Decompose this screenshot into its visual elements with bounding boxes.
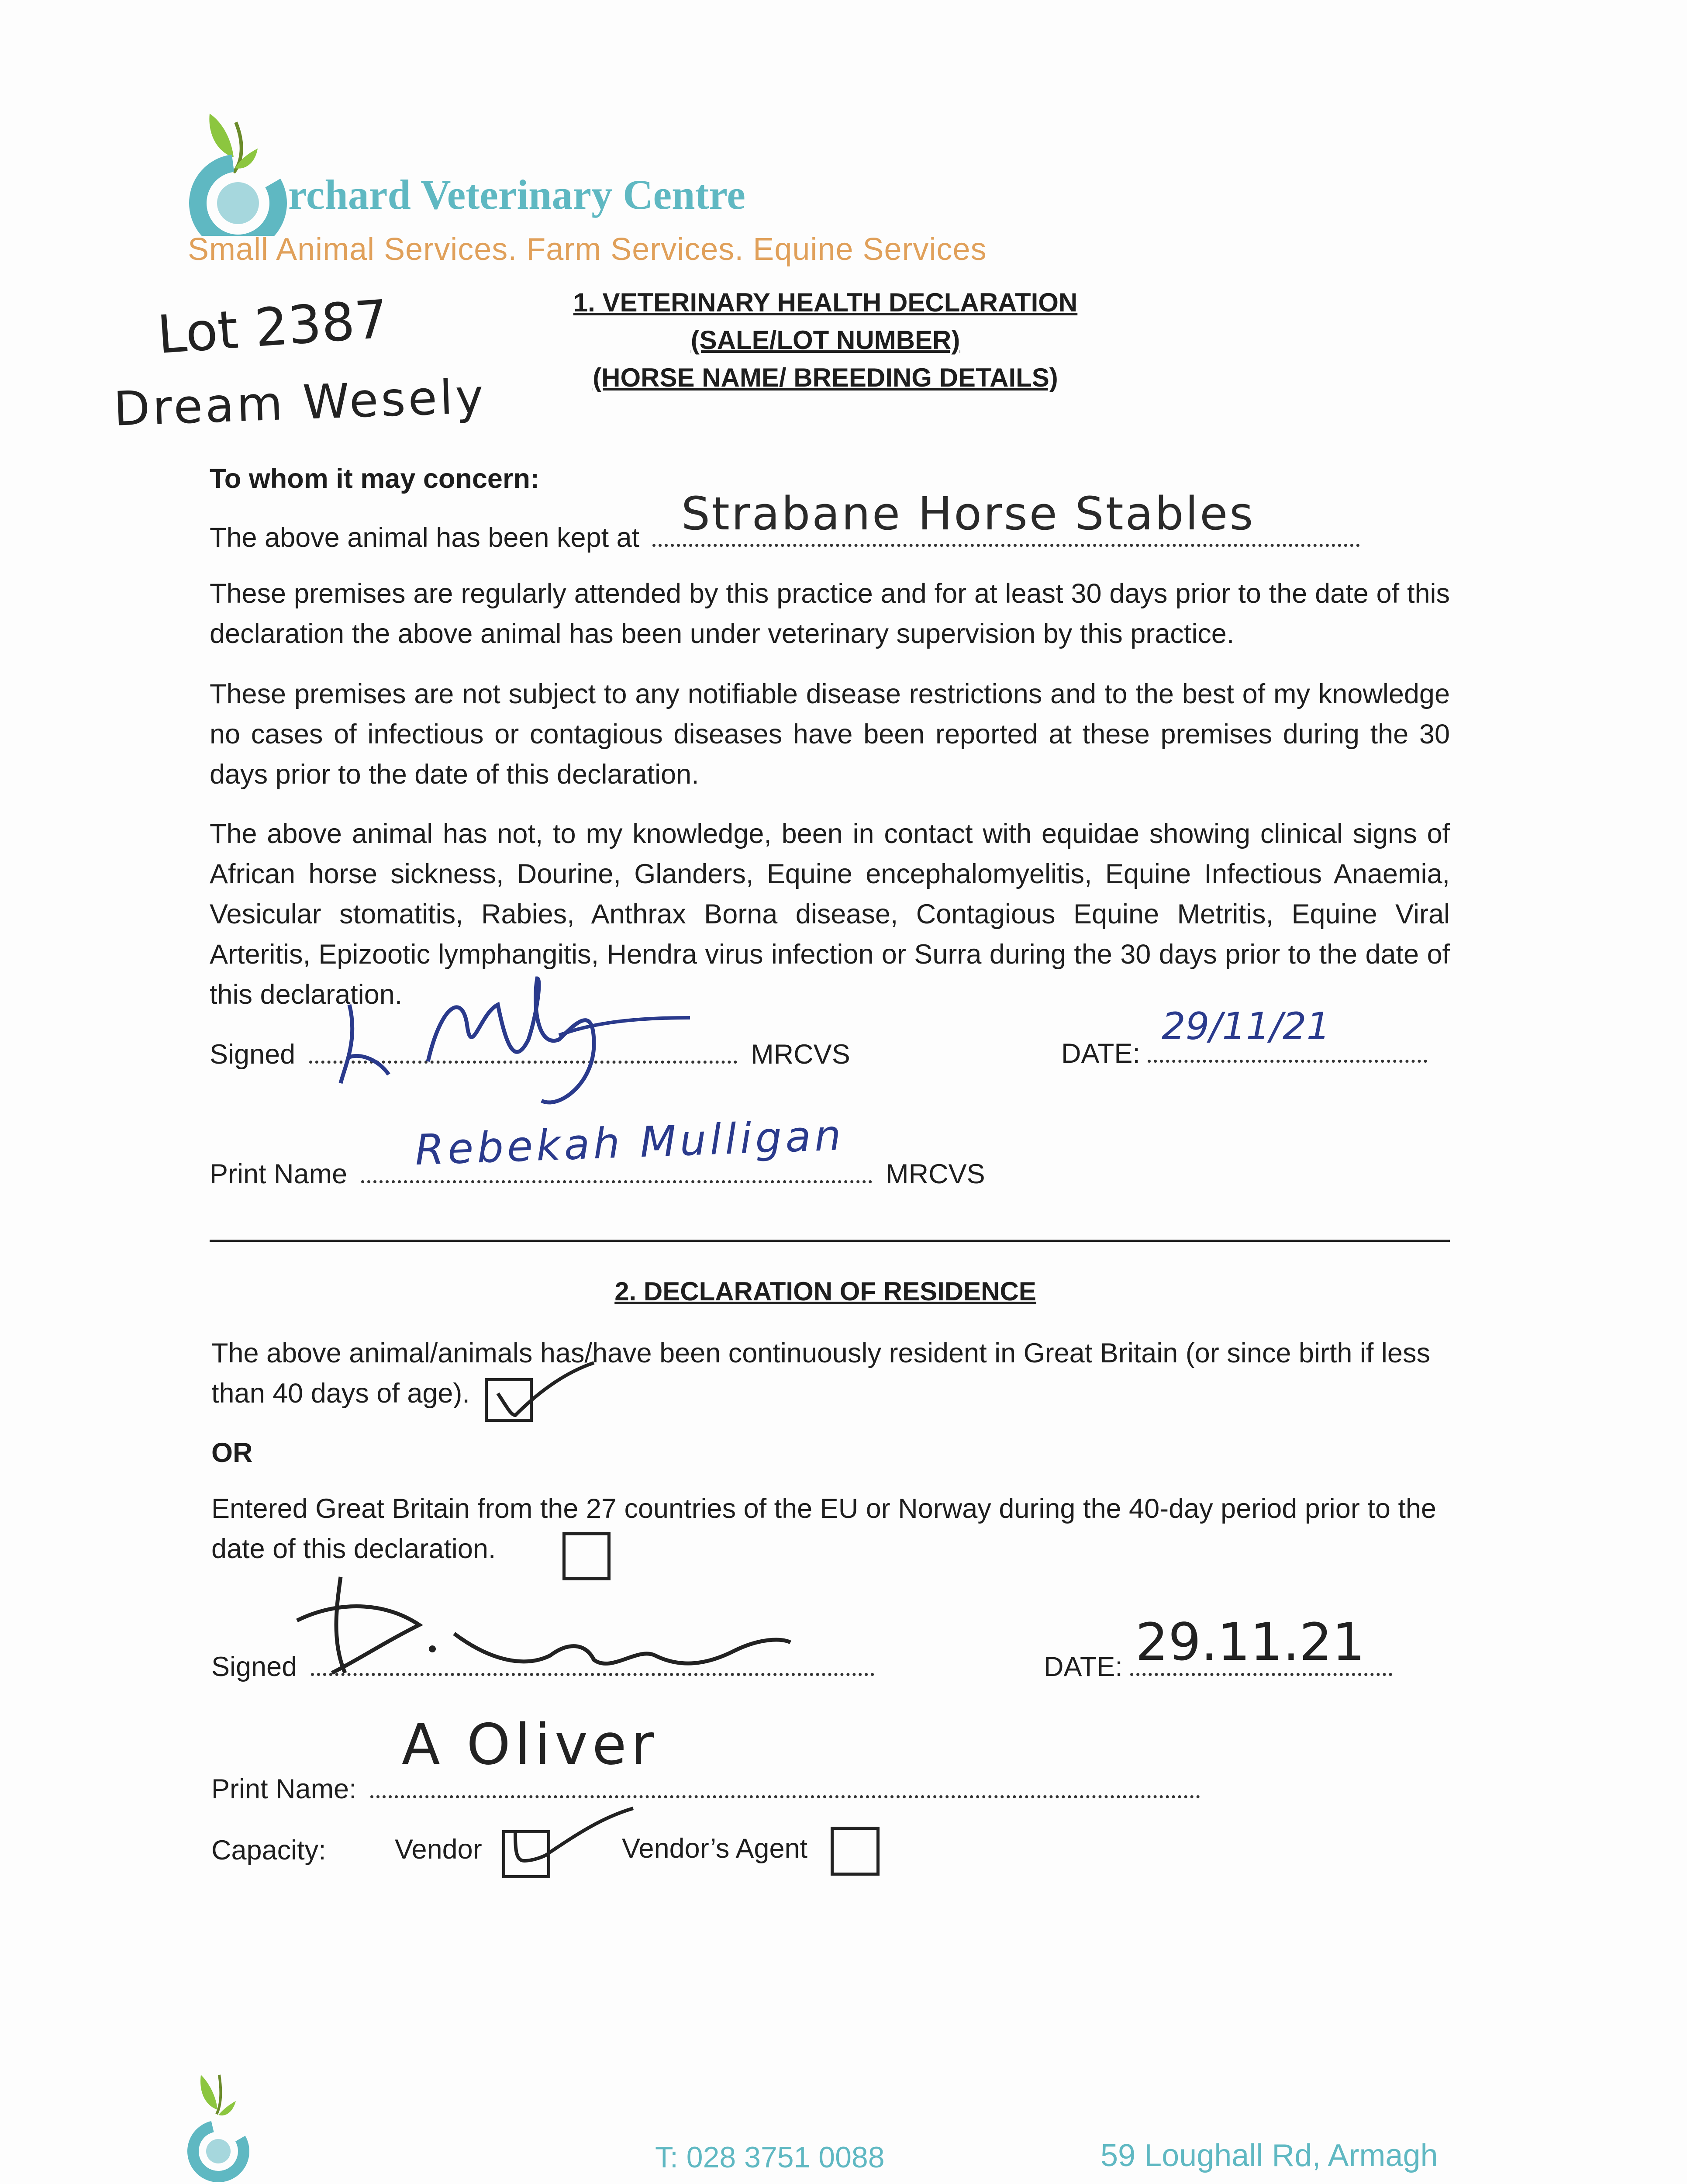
kept-at-value: Strabane Horse Stables <box>681 487 1255 540</box>
apple-leaf-logo-icon <box>183 96 293 236</box>
vet-signed-suffix: MRCVS <box>751 1039 850 1070</box>
vendor-label: Vendor <box>395 1834 482 1865</box>
paragraph-supervision: These premises are regularly attended by this practice and for at least 30 days prior to the date of this declaration the above animal has been under veterinary supervision by this practice. <box>210 578 1450 649</box>
kept-at-dots <box>652 544 1360 547</box>
brand-name: rchard Veterinary Centre <box>288 171 745 218</box>
vet-date-value: 29/11/21 <box>1162 1005 1331 1048</box>
section2-title: 2. DECLARATION OF RESIDENCE <box>614 1277 1036 1306</box>
vendor-date-label: DATE: <box>1044 1652 1123 1682</box>
section1-subtitle-lot: (SALE/LOT NUMBER) <box>690 325 960 355</box>
vet-print-suffix: MRCVS <box>886 1159 985 1189</box>
section1-title: 1. VETERINARY HEALTH DECLARATION <box>573 288 1078 317</box>
brand-tagline: Small Animal Services. Farm Services. Equine Services <box>188 232 987 267</box>
vet-date-dots <box>1148 1060 1427 1063</box>
footer-phone: T: 028 3751 0088 <box>655 2141 885 2174</box>
section-divider <box>210 1240 1450 1242</box>
vendor-print-value: A Oliver <box>402 1712 659 1777</box>
vet-date-label: DATE: <box>1061 1038 1140 1069</box>
residence-option-continuous: The above animal/animals has/have been continuously resident in Great Britain (or since birth if less than 40 days of age). <box>211 1338 1430 1409</box>
vet-print-dots <box>361 1180 872 1183</box>
section1-subtitle-horse: (HORSE NAME/ BREEDING DETAILS) <box>593 363 1058 392</box>
vet-print-label: Print Name <box>210 1159 348 1189</box>
or-label: OR <box>211 1438 253 1468</box>
vendor-print-dots <box>370 1795 1200 1798</box>
vet-print-value: Rebekah Mulligan <box>414 1110 845 1175</box>
residence-option-entered: Entered Great Britain from the 27 countries of the EU or Norway during the 40-day period prior to the date of this declaration. <box>211 1493 1436 1564</box>
vendor-signature <box>279 1572 795 1695</box>
handwritten-lot-number: Lot 2387 <box>155 289 390 366</box>
handwritten-horse-name: Dream Wesely <box>113 369 487 437</box>
header-logo <box>183 96 293 236</box>
vet-signed-label: Signed <box>210 1039 296 1070</box>
vendor-date-dots <box>1130 1673 1392 1676</box>
paragraph-no-restrictions: These premises are not subject to any notifiable disease restrictions and to the best of my knowledge no cases of infectious or contagious diseases have been reported at these premises during the 30 days prior to the date of this declaration. <box>210 679 1450 790</box>
vendor-date-value: 29.11.21 <box>1135 1612 1365 1672</box>
paragraph-no-contact: The above animal has not, to my knowledge, been in contact with equidae showing clinical signs of African horse sickness, Dourine, Glanders, Equine encephalomyelitis, Equine Infectious Anaemia, Vesicular stomatitis, Rabies, Anthrax Borna disease, Contagious Equine Metritis, Equine Viral Arteritis, Epizootic lymphangitis, Hendra virus infection or Surra during the 30 days prior to the date of this declaration. <box>210 819 1450 1010</box>
vet-signature <box>332 952 707 1118</box>
salutation: To whom it may concern: <box>210 463 539 494</box>
check-mark-icon <box>507 1804 638 1874</box>
vendor-print-line <box>211 1769 1200 1809</box>
vendors-agent-checkbox[interactable] <box>831 1827 880 1876</box>
apple-leaf-logo-icon <box>183 2066 253 2184</box>
footer-logo <box>183 2066 253 2184</box>
check-mark-icon <box>489 1354 598 1424</box>
capacity-label: Capacity: <box>211 1835 326 1866</box>
vendors-agent-label: Vendor’s Agent <box>622 1833 808 1864</box>
vendor-print-label: Print Name: <box>211 1774 357 1804</box>
footer-address: 59 Loughall Rd, Armagh <box>1101 2138 1438 2173</box>
vendor-signed-label: Signed <box>211 1652 297 1682</box>
kept-at-label: The above animal has been kept at <box>210 522 640 553</box>
